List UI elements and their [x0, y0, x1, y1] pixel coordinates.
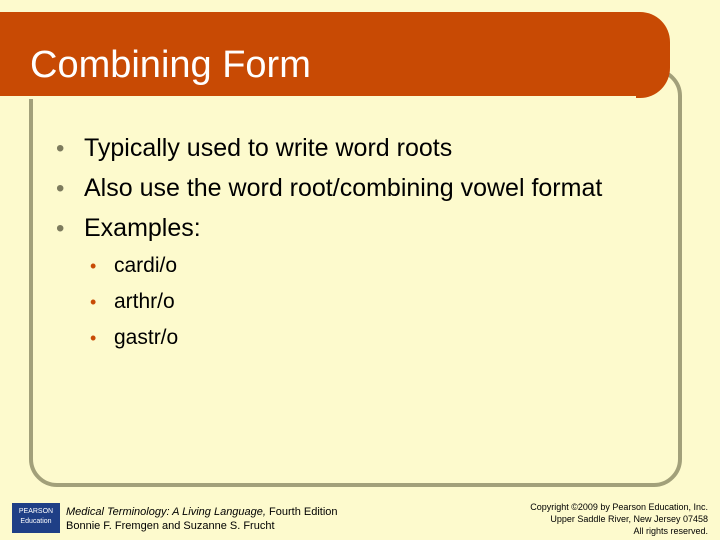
bullet-item	[56, 210, 602, 250]
bullet-icon: •	[56, 215, 65, 242]
bullet-text: Examples:	[84, 214, 201, 242]
copyright-line: All rights reserved.	[633, 526, 708, 536]
logo-text-top: PEARSON	[18, 508, 54, 515]
example-list	[90, 250, 178, 358]
book-authors: Bonnie F. Fremgen and Suzanne S. Frucht	[66, 520, 275, 532]
example-item	[90, 286, 178, 322]
bullet-icon: •	[56, 135, 65, 162]
example-text: cardi/o	[114, 254, 178, 277]
copyright-line: Upper Saddle River, New Jersey 07458	[550, 514, 708, 524]
bullet-icon: •	[56, 175, 65, 202]
copyright-notice	[530, 501, 708, 537]
book-line	[66, 505, 338, 519]
example-text: arthr/o	[114, 290, 175, 313]
book-edition: Fourth Edition	[265, 506, 338, 518]
bullet-icon: •	[90, 292, 97, 312]
bullet-icon: •	[90, 256, 97, 276]
example-item	[90, 250, 178, 286]
bullet-text: Typically used to write word roots	[84, 134, 453, 162]
bullet-item	[56, 170, 602, 210]
footer-book-info	[66, 505, 338, 533]
bullet-item	[56, 130, 602, 170]
bullet-text: Also use the word root/combining vowel format	[84, 174, 603, 202]
bullet-list	[56, 130, 602, 250]
bullet-icon: •	[90, 328, 97, 348]
copyright-line: Copyright ©2009 by Pearson Education, Inc.	[530, 502, 708, 512]
example-text: gastr/o	[114, 326, 179, 349]
example-item	[90, 322, 178, 358]
logo-text-bottom: Education	[20, 518, 52, 525]
title-bar	[0, 12, 670, 98]
slide-title: Combining Form	[30, 44, 311, 86]
pearson-logo	[12, 503, 60, 533]
book-title: Medical Terminology: A Living Language,	[66, 506, 266, 518]
